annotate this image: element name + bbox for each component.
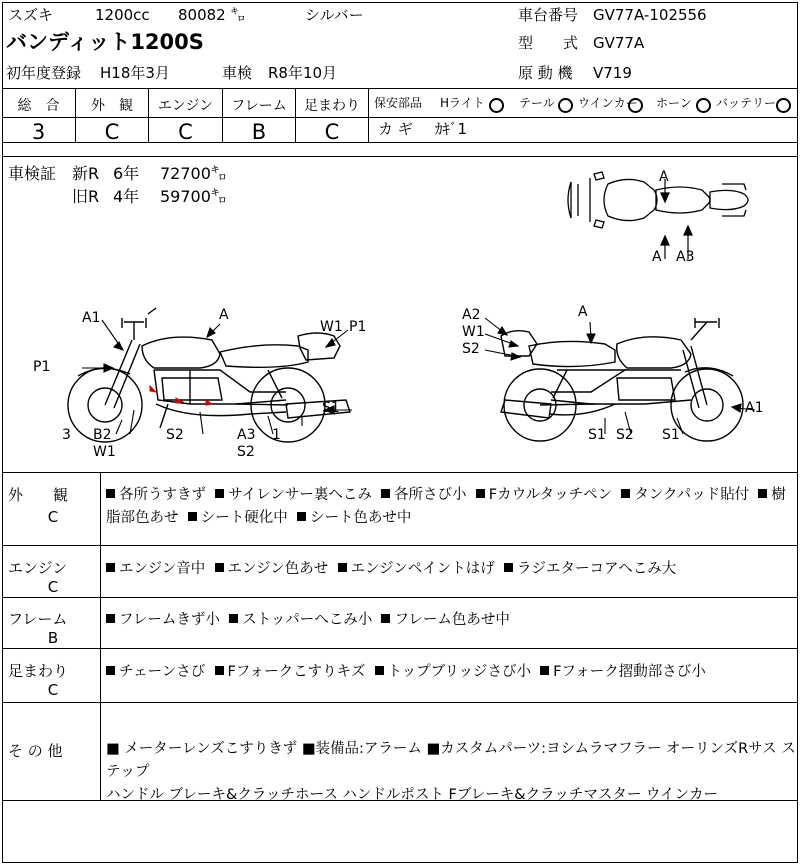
bullet-icon (540, 666, 549, 675)
condition-2-item-2: フレーム色あせ中 (394, 612, 510, 628)
condition-3-item-0: チェーンさび (119, 664, 206, 680)
condition-3-items (106, 661, 790, 684)
grade-label-2: エンジン (157, 98, 214, 114)
left-label-W1-lower: W1 (93, 444, 116, 460)
maker-label: スズキ (8, 6, 54, 24)
border-right (797, 2, 798, 863)
cond-label-sep (100, 472, 101, 800)
bullet-icon (215, 489, 224, 498)
bullet-icon (106, 666, 115, 675)
condition-0-name: 外 観 (8, 486, 69, 504)
left-label-P1-top: P1 (349, 319, 367, 335)
condition-2-items (106, 609, 790, 632)
keys-label: カ ギ (378, 120, 413, 138)
inspection-row-0-amount: 72700㌔ (160, 164, 227, 183)
bullet-icon (215, 666, 224, 675)
condition-0-item-3: Fカウルタッチペン (488, 487, 613, 503)
bullet-icon (106, 489, 115, 498)
grade-value-0: 3 (31, 120, 46, 144)
mileage-label: 80082 ㌔ (178, 6, 246, 24)
top-view-label-A-upper: A (659, 169, 669, 185)
divider-cond-2 (2, 597, 798, 598)
condition-0-grade: C (47, 508, 59, 526)
divider-grade-mid (2, 117, 798, 118)
left-label-A1: A1 (82, 310, 101, 326)
left-label-1: 1 (272, 427, 281, 443)
bullet-icon (229, 614, 238, 623)
condition-1-item-1: エンジン色あせ (227, 561, 329, 577)
condition-0-items (106, 484, 790, 530)
grade-label-3: フレーム (231, 98, 287, 114)
condition-1-grade: C (47, 578, 59, 596)
equipment-item-1-label: テール (519, 96, 555, 110)
equipment-item-0-state-icon (489, 98, 504, 113)
grade-label-0: 総 合 (17, 98, 60, 114)
grade-label-1: 外 観 (91, 98, 133, 114)
inspection-title: 車検証 (8, 164, 57, 183)
left-label-B2: B2 (93, 427, 112, 443)
top-view-label-A-lower: A (652, 249, 662, 265)
condition-2-grade: B (47, 629, 59, 647)
equipment-item-0-label: Hライト (440, 96, 485, 110)
divider-cond-3 (2, 648, 798, 649)
condition-1-item-0: エンジン音中 (119, 561, 206, 577)
border-top (2, 2, 798, 3)
grade-value-1: C (104, 120, 120, 144)
inspection-label: 車検 (222, 64, 253, 82)
bullet-icon (106, 563, 115, 572)
divider-cond-1 (2, 545, 798, 546)
condition-0-item-4: タンクパッド貼付 (634, 487, 750, 503)
condition-1-name: エンジン (8, 559, 68, 577)
keys-value: ｶｷﾞ1 (435, 120, 468, 138)
bullet-icon (375, 666, 384, 675)
condition-2-item-0: フレームきず小 (119, 612, 220, 628)
grade-label-4: 足まわり (304, 98, 360, 114)
right-label-W1: W1 (462, 324, 485, 340)
inspection-row-0-term: 6年 (113, 164, 140, 183)
condition-2-item-1: ストッパーへこみ小 (242, 612, 373, 628)
bullet-icon (338, 563, 347, 572)
type-value: GV77A (593, 34, 645, 52)
right-label-A: A (578, 304, 588, 320)
right-label-A2: A2 (462, 307, 481, 323)
grade-value-3: B (251, 120, 267, 144)
condition-3-grade: C (47, 681, 59, 699)
condition-0-item-1: サイレンサー裏へこみ (228, 487, 372, 503)
other-line-2: ハンドル ブレーキ&クラッチホース ハンドルポスト Fブレーキ&クラッチマスター ウインカー (106, 787, 718, 803)
grade-sep-5 (368, 88, 369, 142)
right-label-S1: S1 (588, 427, 606, 443)
left-label-A3: A3 (237, 427, 256, 443)
equipment-label: 保安部品 (374, 96, 423, 110)
right-label-S1-right: S1 (662, 427, 680, 443)
condition-0-item-0: 各所うすきず (119, 487, 206, 503)
equipment-item-4-label: バッテリー (716, 96, 777, 110)
left-label-W1: W1 (320, 319, 343, 335)
condition-3-item-2: トップブリッジさび小 (387, 664, 531, 680)
bullet-icon (504, 563, 513, 572)
bullet-icon (621, 489, 630, 498)
equipment-item-1-state-icon (558, 98, 573, 113)
chassis-no-label: 車台番号 (518, 6, 579, 24)
bullet-icon (188, 512, 197, 521)
condition-1-item-2: エンジンペイントはげ (350, 561, 495, 577)
engine-value: V719 (593, 64, 632, 82)
left-label-S1: S1 (322, 400, 340, 416)
bullet-icon (381, 489, 390, 498)
condition-0-item-7: シート色あせ中 (309, 510, 412, 526)
inspection-row-1-term: 4年 (113, 187, 140, 206)
condition-0-item-2: 各所さび小 (394, 487, 467, 503)
condition-0-item-6: シート硬化中 (200, 510, 288, 526)
inspection-row-1-amount: 59700㌔ (160, 187, 227, 206)
right-label-A1: A1 (745, 400, 764, 416)
condition-0-item-5: 樹脂部色あせ (106, 487, 786, 526)
inspection-row-1-label: 旧R (72, 187, 100, 206)
divider-header-bottom (2, 88, 798, 89)
right-label-S2: S2 (462, 341, 480, 357)
bullet-icon (215, 563, 224, 572)
model-name: バンディット1200S (6, 30, 204, 54)
left-label-S2: S2 (166, 427, 184, 443)
divider-diagram-top (2, 156, 798, 157)
bullet-icon (758, 489, 767, 498)
left-label-3: 3 (62, 427, 71, 443)
condition-3-item-1: Fフォークこすりキズ (227, 664, 366, 680)
equipment-item-3-state-icon (696, 98, 711, 113)
first-reg-value: H18年3月 (100, 64, 170, 82)
first-reg-label: 初年度登録 (6, 64, 82, 82)
left-label-A: A (219, 307, 229, 323)
condition-2-name: フレーム (8, 610, 68, 628)
displacement-label: 1200cc (95, 6, 150, 24)
condition-3-item-3: Fフォーク摺動部さび小 (553, 664, 706, 680)
inspection-row-0-label: 新R (72, 164, 100, 183)
bullet-icon (476, 489, 485, 498)
grade-value-4: C (324, 120, 340, 144)
condition-3-name: 足まわり (8, 662, 69, 680)
color-label: シルバー (305, 6, 364, 24)
engine-label: 原 動 機 (518, 64, 573, 82)
equipment-item-3-label: ホーン (656, 96, 692, 110)
border-bottom (2, 862, 798, 863)
grade-value-2: C (178, 120, 193, 144)
right-label-S2-lower: S2 (616, 427, 634, 443)
condition-1-items (106, 558, 790, 581)
divider-diagram-bottom (2, 472, 798, 473)
top-view-label-A3: A3 (676, 249, 695, 265)
condition-1-item-3: ラジエターコアへこみ大 (517, 561, 677, 577)
equipment-item-2-state-icon (628, 98, 643, 113)
bullet-icon (297, 512, 306, 521)
left-label-P1: P1 (33, 359, 51, 375)
type-label: 型 式 (518, 34, 579, 52)
other-name: そ の 他 (8, 742, 63, 760)
equipment-item-2-label: ウインカー (578, 96, 638, 110)
inspection-value: R8年10月 (268, 64, 338, 82)
other-items (106, 738, 796, 807)
other-line-1: ■ メーターレンズこすりきず ■装備品:アラーム ■カスタムパーツ:ヨシムラマフラー オーリンズRサス ステップ (106, 741, 796, 780)
divider-cond-4 (2, 702, 798, 703)
bullet-icon (106, 614, 115, 623)
left-label-S2-lower: S2 (237, 444, 255, 460)
chassis-no-value: GV77A-102556 (593, 6, 707, 24)
equipment-item-4-state-icon (776, 98, 791, 113)
bullet-icon (381, 614, 390, 623)
